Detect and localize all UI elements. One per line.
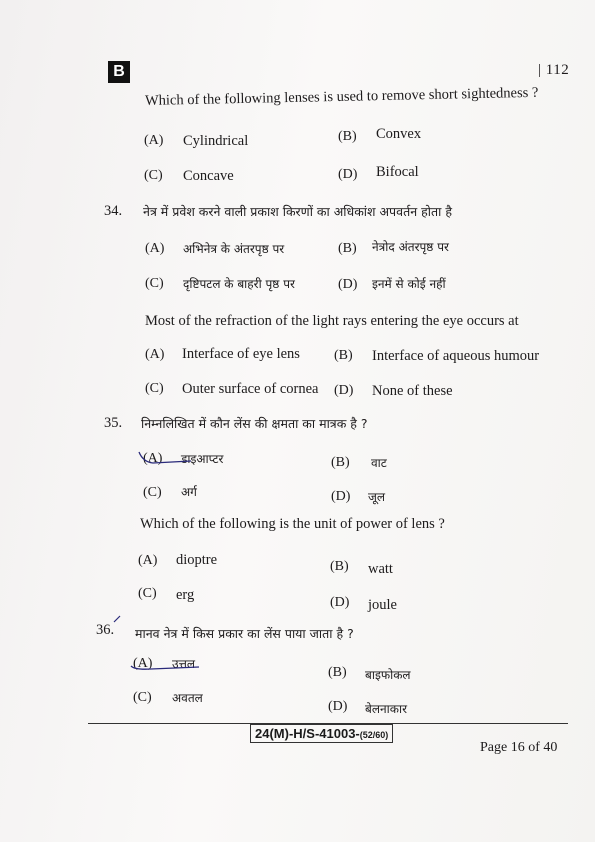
question-text-hi: निम्नलिखित में कौन लेंस की क्षमता का मात्रक है ? <box>141 416 368 431</box>
option-key: (A) <box>133 656 153 671</box>
section-badge: B <box>108 61 130 83</box>
option-key: (C) <box>144 168 163 183</box>
option-value: वाट <box>371 456 387 470</box>
option-value: joule <box>368 597 397 613</box>
option-value: Convex <box>376 126 422 142</box>
option-value: Cylindrical <box>183 133 249 149</box>
question-text-hi: मानव नेत्र में किस प्रकार का लेंस पाया जाता है ? <box>135 626 354 641</box>
option-value: अवतल <box>172 691 203 705</box>
question-text-en: Which of the following lenses is used to remove short sightedness ? <box>144 84 539 109</box>
option-value: अर्ग <box>181 485 197 499</box>
option-key: (C) <box>138 586 157 601</box>
option-key: (D) <box>338 167 358 182</box>
option-value: नेत्रोद अंतरपृष्ठ पर <box>372 240 449 254</box>
option-value: Interface of aqueous humour <box>372 348 540 364</box>
option-value: Concave <box>183 168 234 184</box>
question-number: 34. <box>104 203 123 219</box>
pen-tick-mark <box>110 612 130 628</box>
option-key: (D) <box>330 595 350 610</box>
option-value: जूल <box>368 490 386 504</box>
option-key: (B) <box>334 348 353 363</box>
page-marker: | 112 <box>538 62 570 78</box>
paper-code-suffix: (52/60) <box>359 730 389 740</box>
option-key: (C) <box>145 276 164 291</box>
option-key: (B) <box>338 129 357 144</box>
question-number: 36. <box>96 622 115 638</box>
question-text-hi: नेत्र में प्रवेश करने वाली प्रकाश किरणों का अधिकांश अपवर्तन होता है <box>143 204 452 219</box>
option-key: (B) <box>330 559 349 574</box>
option-key: (D) <box>328 699 348 714</box>
option-key: (D) <box>331 489 351 504</box>
option-value: dioptre <box>176 552 218 568</box>
option-key: (B) <box>328 665 347 680</box>
option-key: (A) <box>145 347 165 362</box>
option-value: Interface of eye lens <box>182 346 300 362</box>
option-value: बाइफोकल <box>365 668 411 682</box>
option-key: (A) <box>145 241 165 256</box>
option-key: (D) <box>338 277 358 292</box>
option-key: (D) <box>334 383 354 398</box>
paper-code-main: 24(M)-H/S-41003- <box>255 726 360 741</box>
question-text-en: Most of the refraction of the light rays entering the eye occurs at <box>145 313 519 329</box>
question-text-en: Which of the following is the unit of power of lens ? <box>140 516 445 532</box>
option-value: दृष्टिपटल के बाहरी पृष्ठ पर <box>183 277 295 291</box>
pen-underline-mark <box>125 652 205 674</box>
option-key: (A) <box>143 451 163 466</box>
option-value: उत्तल <box>172 657 196 671</box>
option-key: (A) <box>144 133 164 148</box>
page-number: Page 16 of 40 <box>480 740 558 755</box>
option-value: Bifocal <box>376 164 419 180</box>
pen-underline-mark <box>135 448 195 468</box>
option-value: बेलनाकार <box>365 702 407 716</box>
option-value: Outer surface of cornea <box>182 381 319 397</box>
option-key: (B) <box>338 241 357 256</box>
option-key: (C) <box>143 485 162 500</box>
option-value: watt <box>368 561 393 577</box>
option-value: None of these <box>372 383 453 399</box>
option-value: डाइआप्टर <box>181 452 224 466</box>
paper-code <box>250 724 393 743</box>
option-value: इनमें से कोई नहीं <box>372 277 446 291</box>
option-key: (C) <box>145 381 164 396</box>
option-key: (C) <box>133 690 152 705</box>
option-value: erg <box>176 587 195 603</box>
option-key: (B) <box>331 455 350 470</box>
option-key: (A) <box>138 553 158 568</box>
option-value: अभिनेत्र के अंतरपृष्ठ पर <box>183 242 285 256</box>
question-number: 35. <box>104 415 123 431</box>
